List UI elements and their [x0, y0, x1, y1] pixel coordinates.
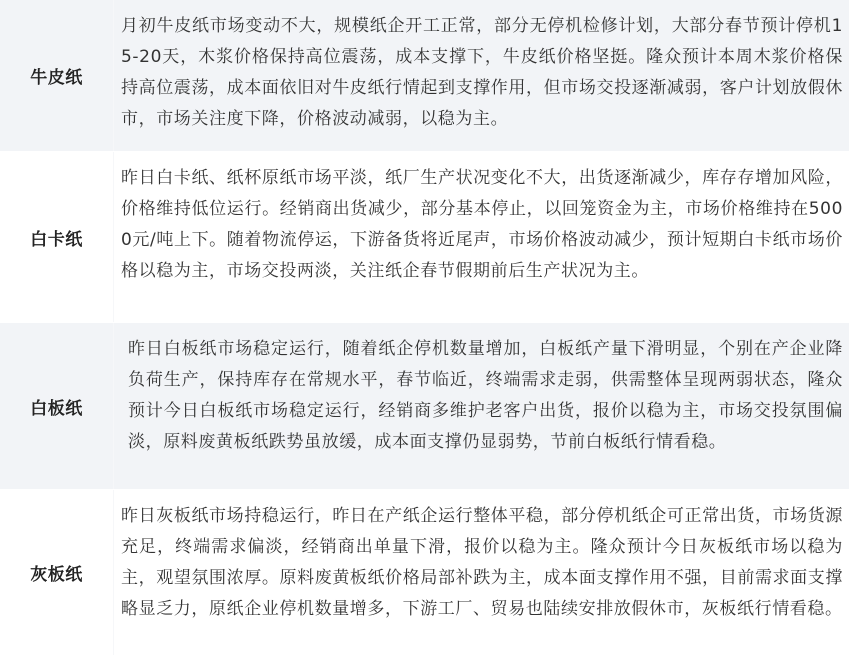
table-row-kraft-paper	[0, 0, 849, 152]
row-description: 昨日白卡纸、纸杯原纸市场平淡，纸厂生产状况变化不大，出货逐渐减少，库存存增加风险，价格维持低位运行。经销商出货减少，部分基本停止，以回笼资金为主，市场价格维持在5000元/吨上下。随着物流停运，下游备货将近尾声，市场价格波动减少，预计短期白卡纸市场价格以稳为主，市场交投两淡，关注纸企春节假期前后生产状况为主。	[121, 168, 843, 281]
row-label: 灰板纸	[30, 565, 83, 585]
row-label-cell	[0, 323, 114, 489]
row-description: 昨日灰板纸市场持稳运行，昨日在产纸企运行整体平稳，部分停机纸企可正常出货，市场货源充足，终端需求偏淡，经销商出单量下滑，报价以稳为主。隆众预计今日灰板纸市场以稳为主，观望氛围浓厚。原料废黄板纸价格局部补跌为主，成本面支撑作用不强，目前需求面支撑略显乏力，原纸企业停机数量增多，下游工厂、贸易也陆续安排放假休市，灰板纸行情看稳。	[121, 506, 843, 619]
row-label: 白卡纸	[30, 229, 83, 250]
row-label-cell	[0, 0, 114, 151]
table-row-gray-board	[0, 490, 849, 656]
row-label: 牛皮纸	[30, 68, 83, 88]
row-label: 白板纸	[30, 398, 83, 419]
table-row-white-board	[0, 323, 849, 490]
table-row-white-cardboard	[0, 152, 849, 323]
row-description: 昨日白板纸市场稳定运行，随着纸企停机数量增加，白板纸产量下滑明显，个别在产企业降负荷生产，保持库存在常规水平，春节临近，终端需求走弱，供需整体呈现两弱状态，隆众预计今日白板纸市场稳定运行，经销商多维护老客户出货，报价以稳为主，市场交投氛围偏淡，原料废黄板纸跌势虽放缓，成本面支撑仍显弱势，节前白板纸行情看稳。	[128, 339, 843, 452]
row-label-cell	[0, 152, 114, 322]
row-description: 月初牛皮纸市场变动不大，规模纸企开工正常，部分无停机检修计划，大部分春节预计停机15-20天，木浆价格保持高位震荡，成本支撑下，牛皮纸价格坚挺。隆众预计本周木浆价格保持高位震荡，成本面依旧对牛皮纸行情起到支撑作用，但市场交投逐渐减弱，客户计划放假休市，市场关注度下降，价格波动减弱，以稳为主。	[121, 16, 843, 129]
row-label-cell	[0, 490, 114, 655]
